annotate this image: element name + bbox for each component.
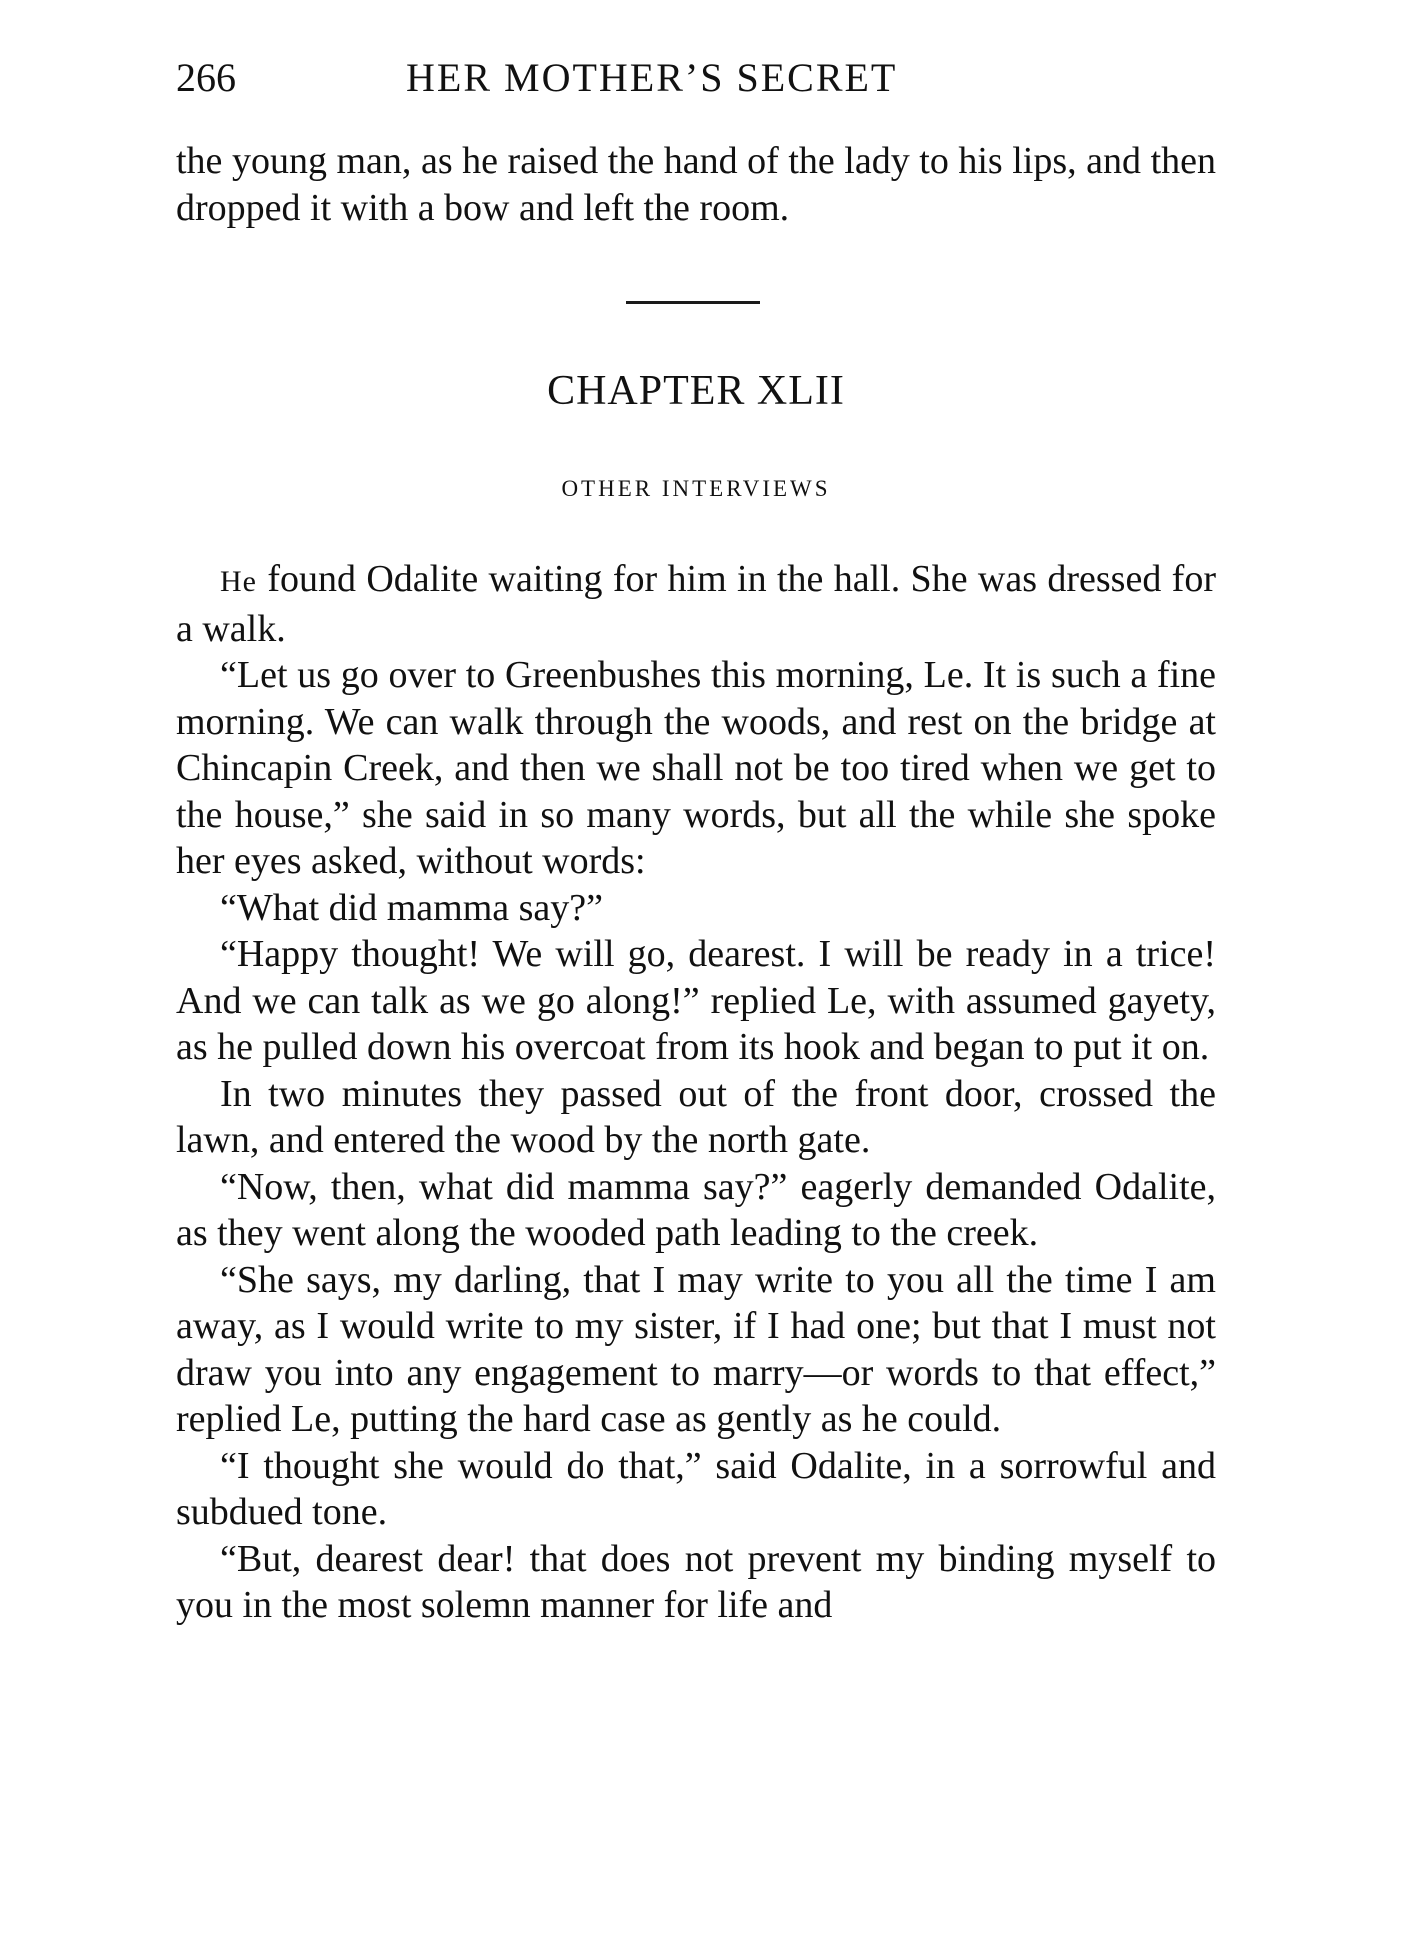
paragraph-1-text: found Odalite waiting for him in the hall. She was dressed for a walk. [176,558,1216,650]
continuation-text: the young man, as he raised the hand of the lady to his lips, and then dropped it with a bow and left the room. [176,140,1216,229]
paragraph-3: “What did mamma say?” [220,886,604,929]
page-number: 266 [176,55,236,100]
section-divider-rule [626,301,760,304]
continuation-paragraph [176,138,1216,231]
paragraph-6: “Now, then, what did mamma say?” eagerly demanded Odalite, as they went along the wooded path leading to the creek. [176,1165,1216,1254]
running-head-title: HER MOTHER’S SECRET [406,55,898,100]
paragraph-4: “Happy thought! We will go, dearest. I will be ready in a trice! And we can talk as we go along!” replied Le, with assumed gayety, as he pulled down his overcoat from its hook and began to put it on. [176,933,1216,1068]
chapter-title: CHAPTER XLII [547,368,845,414]
opening-word: He [220,565,257,598]
paragraph-8: “I thought she would do that,” said Odalite, in a sorrowful and subdued tone. [176,1444,1216,1533]
chapter-subtitle: OTHER INTERVIEWS [561,476,831,501]
paragraph-9: “But, dearest dear! that does not prevent my binding myself to you in the most solemn manner for life and [176,1537,1216,1626]
paragraph-7: “She says, my darling, that I may write to you all the time I am away, as I would write to my sister, if I had one; but that I must not draw you into any engagement to marry—or words to that effect,” replied Le, putting the hard case as gently as he could. [176,1258,1216,1440]
chapter-body [176,556,1216,1629]
paragraph-1 [176,556,1216,652]
paragraph-2: “Let us go over to Greenbushes this morning, Le. It is such a fine morning. We can walk through the woods, and rest on the bridge at Chincapin Creek, and then we shall not be too tired when we get to the house,” she said in so many words, but all the while she spoke her eyes asked, without words: [176,654,1216,882]
paragraph-5: In two minutes they passed out of the front door, crossed the lawn, and entered the wood by the north gate. [176,1072,1216,1161]
running-head [176,48,1216,108]
